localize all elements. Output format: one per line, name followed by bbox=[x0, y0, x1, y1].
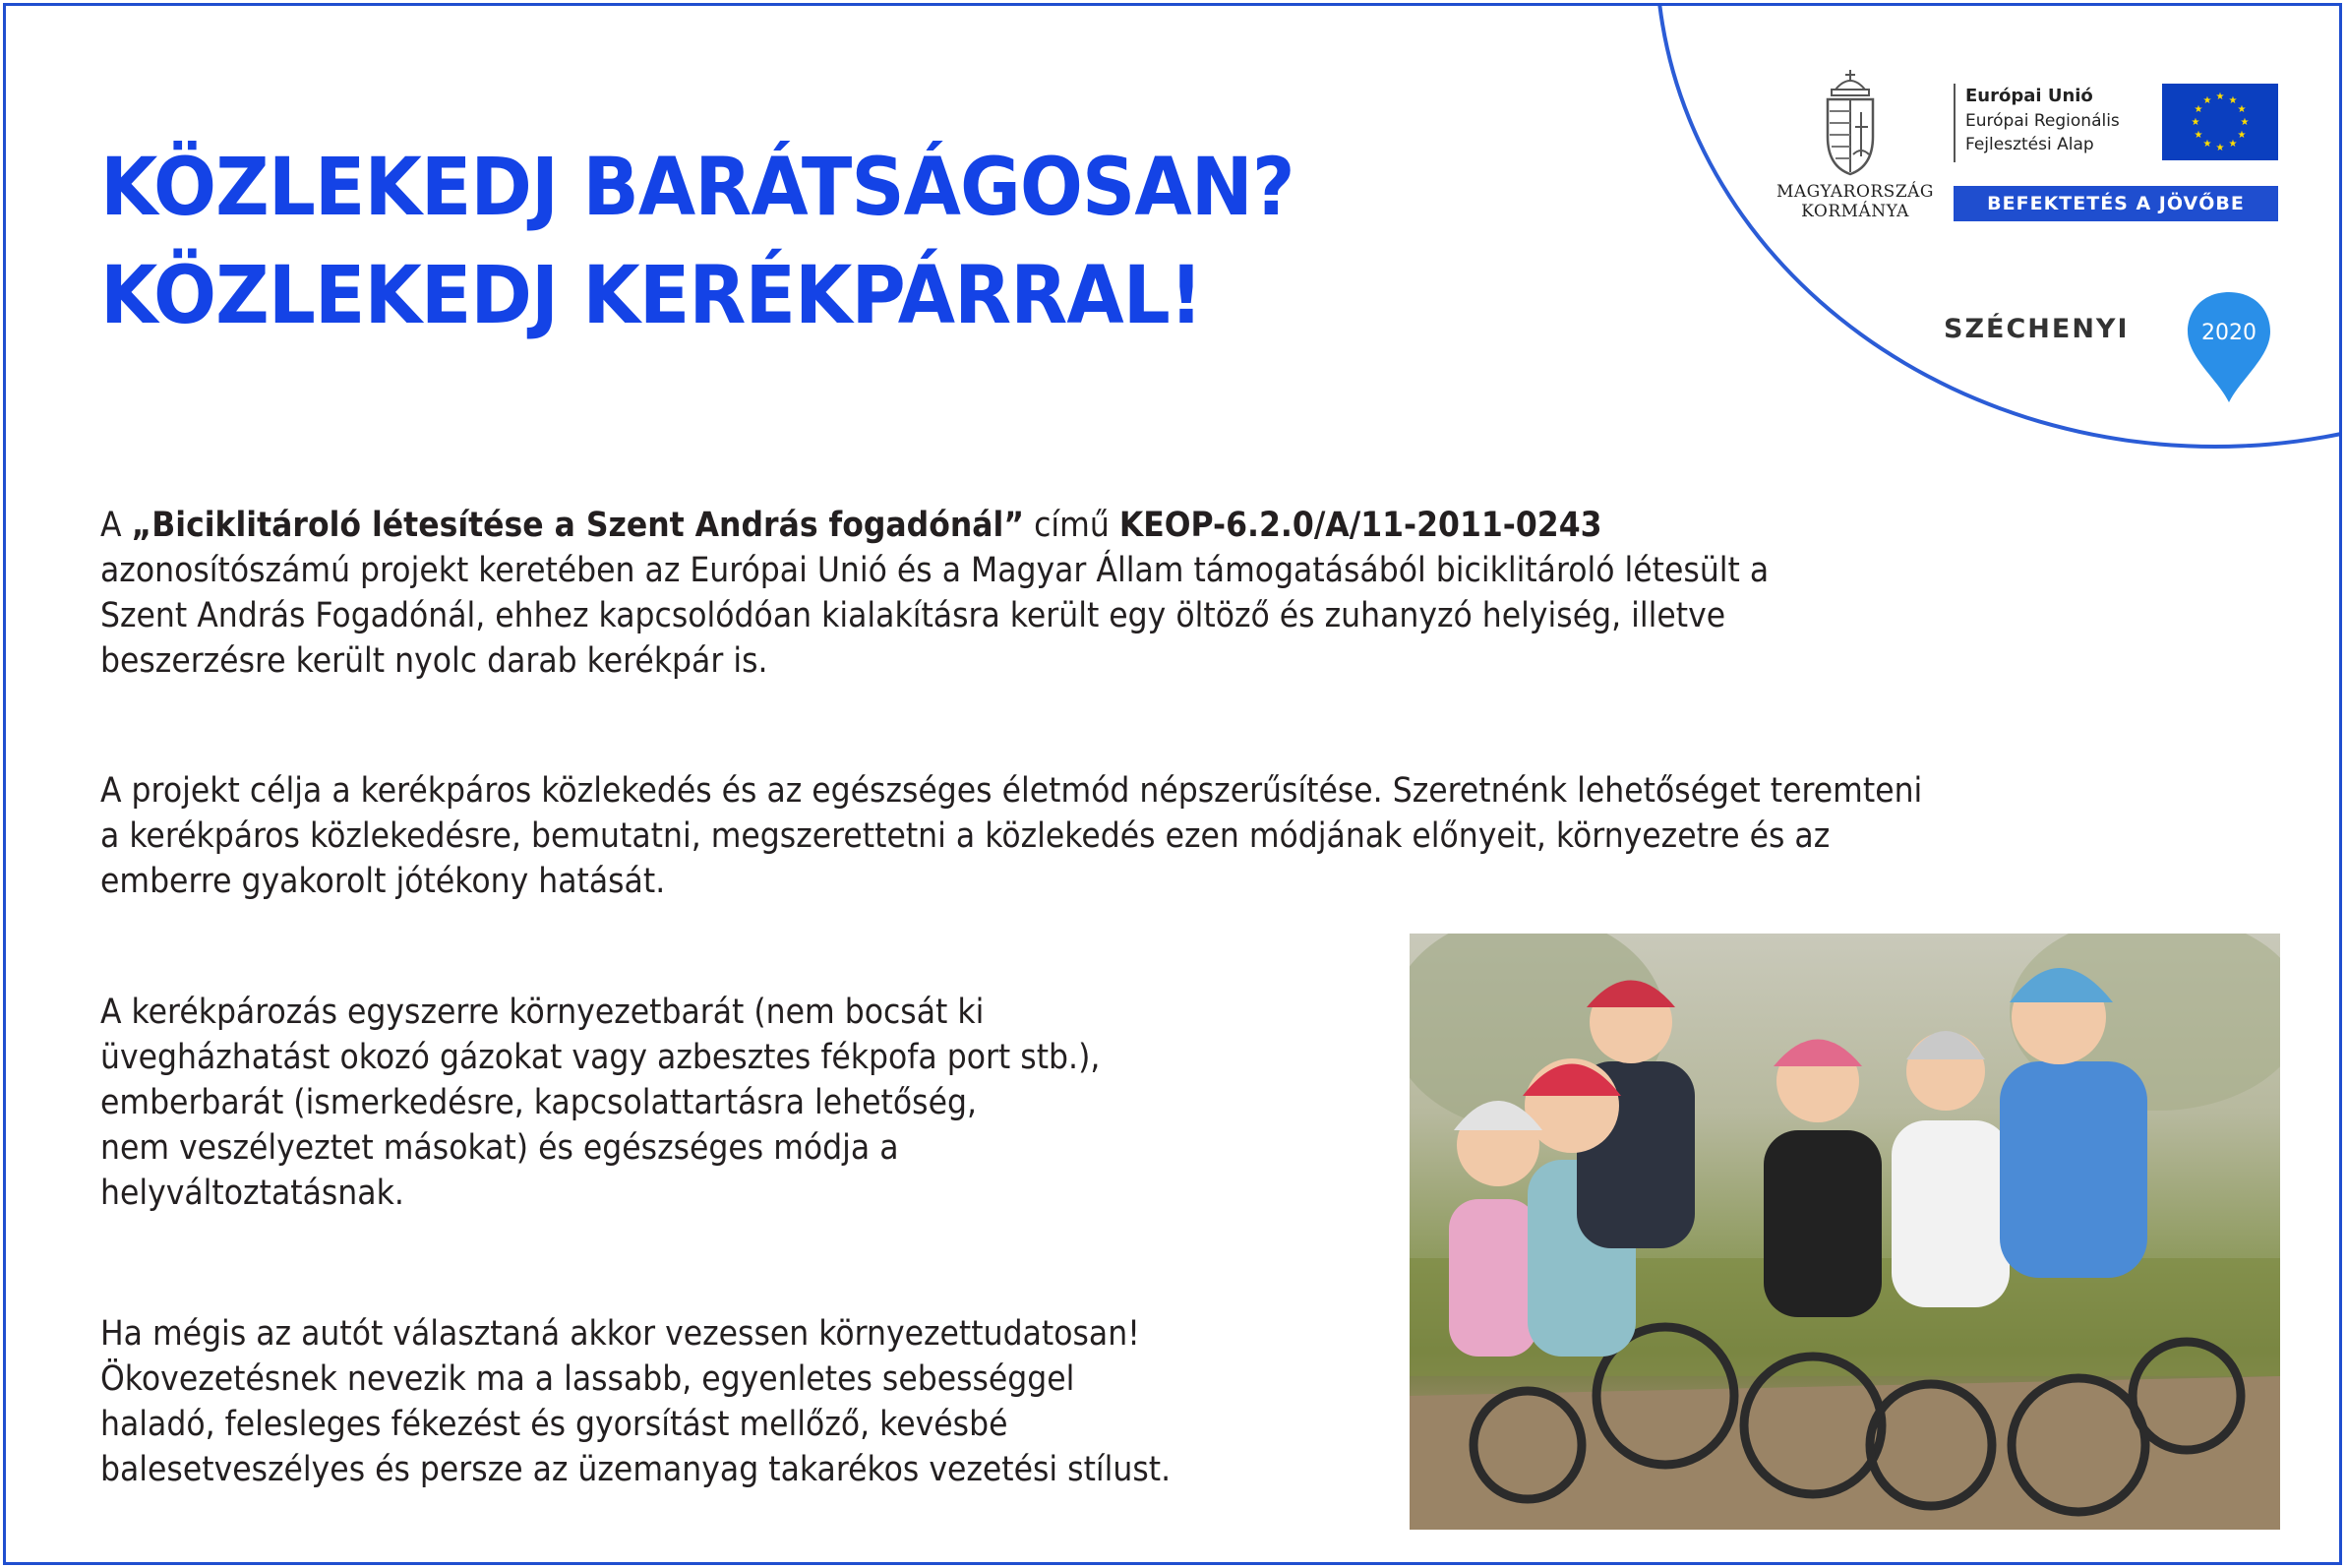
szechenyi-label: SZÉCHENYI bbox=[1944, 314, 2130, 344]
sponsor-logos bbox=[1776, 60, 2308, 414]
paragraph-eco-driving: Ha mégis az autót választaná akkor vezessen környezettudatosan! Ökovezetésnek nevezik ma a lassabb, egyenletes sebességgel haladó, felesleges fékezést és gyorsítást mellőző, kevésbé balesetveszélyes és persze az üzemanyag takarékos vezetési stílust. bbox=[100, 1314, 1172, 1489]
eu-fund-logo bbox=[1954, 84, 2278, 182]
svg-text:★: ★ bbox=[2194, 130, 2203, 141]
government-name: MAGYARORSZÁG KORMÁNYA bbox=[1776, 182, 1934, 221]
svg-text:★: ★ bbox=[2237, 104, 2247, 115]
eu-flag-icon bbox=[2162, 84, 2278, 160]
headline-line-1: KÖZLEKEDJ BARÁTSÁGOSAN? bbox=[100, 142, 1294, 234]
szechenyi-year: 2020 bbox=[2201, 321, 2257, 345]
paragraph-project-intro: A „Biciklitároló létesítése a Szent András fogadónál” című KEOP-6.2.0/A/11-2011-0243 azonosítószámú projekt keretében az Európai Unió és a Magyar Állam támogatásából biciklitároló létesült a Szent András Fogadónál, ehhez kapcsolódóan kialakításra került egy öltöző és zuhanyzó helyiség, illetve beszerzésre került nyolc darab kerékpár is. bbox=[100, 506, 1770, 681]
svg-text:★: ★ bbox=[2215, 91, 2225, 102]
invest-banner: BEFEKTETÉS A JÖVŐBE bbox=[1954, 186, 2278, 221]
poster-frame bbox=[3, 3, 2342, 1565]
headline-line-2: KÖZLEKEDJ KERÉKPÁRRAL! bbox=[100, 250, 1203, 342]
svg-text:★: ★ bbox=[2194, 104, 2203, 115]
headline bbox=[100, 134, 1294, 350]
svg-text:★: ★ bbox=[2202, 139, 2212, 150]
eu-name: Európai Unió bbox=[1965, 86, 2093, 106]
children-with-bicycles-photo bbox=[1410, 934, 2280, 1530]
paragraph-cycling-benefits: A kerékpározás egyszerre környezetbarát (nem bocsát ki üvegházhatást okozó gázokat vagy azbesztes fékpofa port stb.), emberbarát (ismerkedésre, kapcsolattartásra lehetőség, nem veszélyeztet másokat) és egészséges módja a helyváltoztatásnak. bbox=[100, 993, 1101, 1213]
project-title: „Biciklitároló létesítése a Szent András fogadónál” bbox=[131, 506, 1025, 545]
svg-text:★: ★ bbox=[2191, 117, 2200, 128]
hungarian-coat-of-arms-icon bbox=[1816, 68, 1885, 178]
eu-fund-line-2: Fejlesztési Alap bbox=[1965, 135, 2094, 154]
svg-text:★: ★ bbox=[2215, 143, 2225, 153]
svg-text:★: ★ bbox=[2228, 95, 2238, 106]
children-bicycles-illustration bbox=[1410, 934, 2280, 1530]
svg-text:★: ★ bbox=[2240, 117, 2250, 128]
svg-text:★: ★ bbox=[2202, 95, 2212, 106]
paragraph-project-goal: A projekt célja a kerékpáros közlekedés és az egészséges életmód népszerűsítése. Szeretnénk lehetőséget teremteni a kerékpáros közlekedésre, bemutatni, megszerettetni a közlekedés ezen módjának előnyeit, környezetre és az emberre gyakorolt jótékony hatását. bbox=[100, 771, 1923, 901]
project-id: KEOP-6.2.0/A/11-2011-0243 bbox=[1118, 506, 1602, 545]
eu-fund-line-1: Európai Regionális bbox=[1965, 111, 2120, 131]
svg-text:★: ★ bbox=[2228, 139, 2238, 150]
svg-text:★: ★ bbox=[2237, 130, 2247, 141]
szechenyi-2020-pin-icon bbox=[2180, 288, 2278, 406]
